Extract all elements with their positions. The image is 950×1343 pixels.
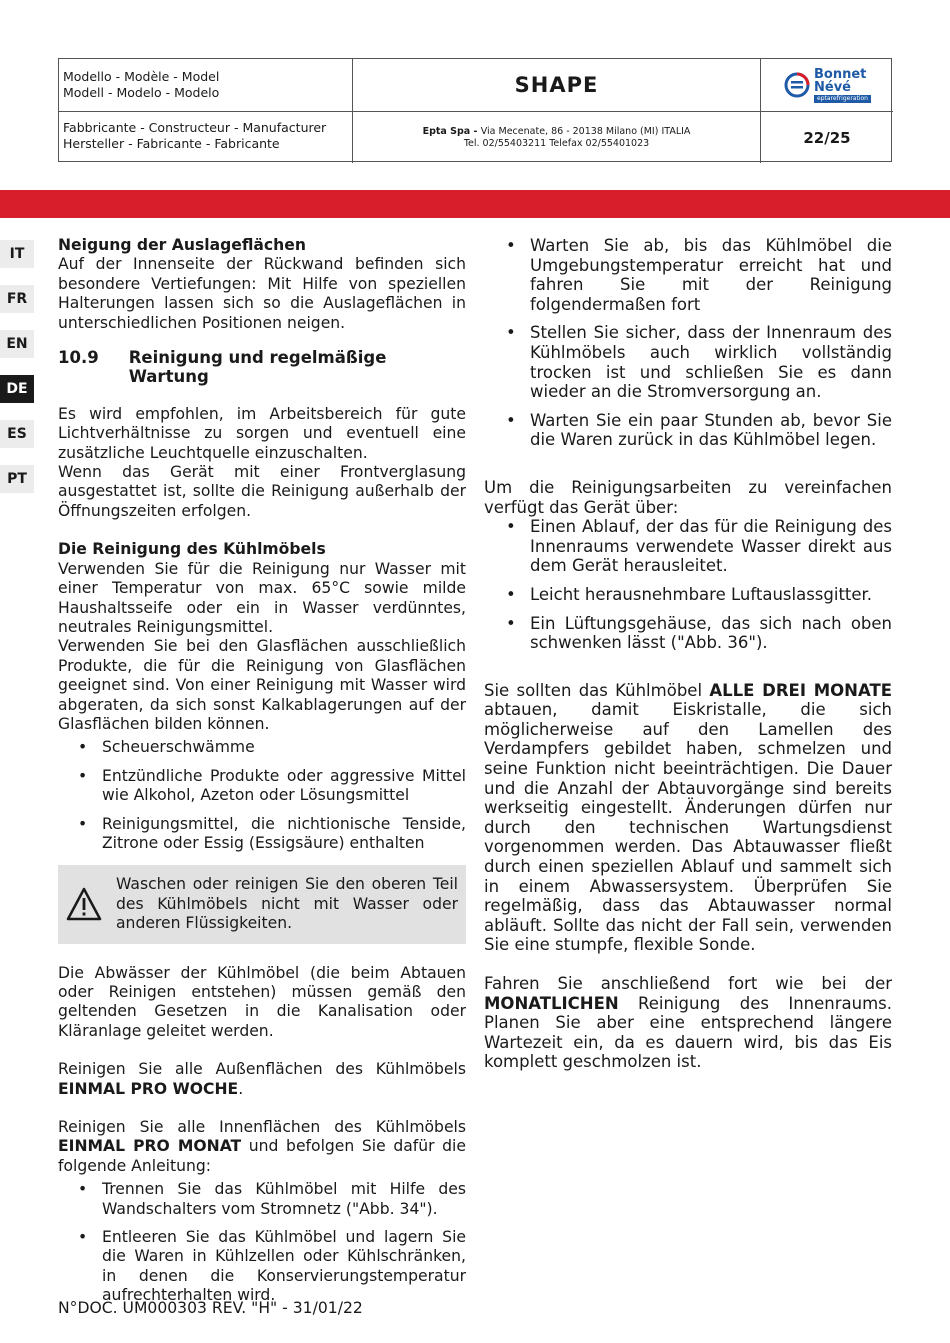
logo-mark-icon bbox=[783, 71, 811, 99]
list-item: • Warten Sie ein paar Stunden ab, bevor Sie die Waren zurück in das Kühlmöbel legen. bbox=[506, 411, 892, 450]
lang-tab-de[interactable]: DE bbox=[0, 375, 34, 403]
section-heading bbox=[58, 348, 466, 387]
warning-triangle-icon bbox=[66, 887, 102, 921]
section-number: 10.9 bbox=[58, 348, 99, 368]
brand-logo bbox=[761, 59, 893, 112]
warning-box bbox=[58, 865, 466, 943]
features-intro: Um die Reinigungsarbeiten zu vereinfachen verfügt das Gerät über: bbox=[484, 477, 892, 517]
lang-tab-en[interactable]: EN bbox=[0, 330, 34, 358]
left-column bbox=[58, 236, 466, 1315]
manufacturer-label-line2: Hersteller - Fabricante - Fabricante bbox=[63, 136, 280, 151]
page-number: 22/25 bbox=[803, 128, 851, 147]
manufacturer-label bbox=[59, 112, 353, 163]
avoid-list bbox=[78, 738, 466, 853]
header-table bbox=[58, 58, 892, 162]
steps-continued-list bbox=[506, 236, 892, 450]
logo-line1: Bonnet bbox=[814, 66, 867, 82]
list-item: • Scheuerschwämme bbox=[78, 738, 466, 757]
cleaning-paragraph-1: Verwenden Sie für die Reinigung nur Wasser mit einer Temperatur von max. 65°C sowie milde Haushaltsseife oder ein in Wasser verdünntes, neutrales Reinigungsmittel. bbox=[58, 559, 466, 636]
document-reference: N°DOC. UM000303 REV. "H" - 31/01/22 bbox=[58, 1299, 363, 1317]
wastewater-text: Die Abwässer der Kühlmöbel (die beim Abtauen oder Reinigen entstehen) müssen gemäß den geltenden Gesetzen in die Kanalisation oder Kläranlage geleitet werden. bbox=[58, 963, 466, 1040]
lang-tab-fr[interactable]: FR bbox=[0, 285, 34, 313]
lang-tab-it[interactable]: IT bbox=[0, 240, 34, 268]
final-text: Fahren Sie anschließend fort wie bei der MONATLICHEN Reinigung des Innenraums. Planen Sie aber eine entsprechend längere Wartezeit ein, da es dauern wird, bis das Eis komplett geschmolzen ist. bbox=[484, 974, 892, 1072]
intro-paragraph-2: Wenn das Gerät mit einer Frontverglasung ausgestattet ist, sollte die Reinigung außerhalb der Öffnungszeiten erfolgen. bbox=[58, 463, 466, 520]
section-title: Reinigung und regelmäßige Wartung bbox=[128, 348, 387, 387]
logo-tagline: eptarefrigeration bbox=[814, 95, 871, 103]
right-column bbox=[484, 236, 892, 1072]
model-name: SHAPE bbox=[353, 59, 761, 112]
address-company: Epta Spa - bbox=[422, 125, 481, 137]
tilt-heading: Neigung der Auslageflächen bbox=[58, 236, 306, 254]
accent-bar bbox=[0, 190, 950, 218]
defrost-text: Sie sollten das Kühlmöbel ALLE DREI MONATE abtauen, damit Eiskristalle, die sich möglicherweise auf den Lamellen des Verdampfers gebildet haben, schmelzen und seine Funktion nicht beeinträchtigen. Die Dauer und die Anzahl der Abtauvorgänge sind bereits werkseitig eingestellt. Änderungen dürfen nur durch den technischen Wartungsdienst vorgenommen werden. Das Abtauwasser fließt durch einen speziellen Ablauf und sammelt sich in einem Abwassersystem. Überprüfen Sie regelmäßig, dass das Abtauwasser normal abläuft. Sollte das nicht der Fall sein, verwenden Sie eine stumpfe, flexible Sonde. bbox=[484, 680, 893, 955]
monthly-cleaning-text: Reinigen Sie alle Innenflächen des Kühlmöbels EINMAL PRO MONAT und befolgen Sie dafür die folgende Anleitung: bbox=[58, 1118, 466, 1175]
list-item: • Einen Ablauf, der das für die Reinigung des Innenraums verwendete Wasser direkt aus dem Gerät herausleitet. bbox=[506, 517, 892, 576]
monthly-steps-list bbox=[78, 1180, 466, 1305]
language-tabs bbox=[0, 240, 34, 510]
logo-line2: Névé bbox=[814, 79, 852, 95]
lang-tab-es[interactable]: ES bbox=[0, 420, 34, 448]
list-item: • Reinigungsmittel, die nichtionische Tenside, Zitrone oder Essig (Essigsäure) enthalten bbox=[78, 815, 466, 854]
weekly-cleaning-text: Reinigen Sie alle Außenflächen des Kühlmöbels EINMAL PRO WOCHE. bbox=[58, 1060, 466, 1098]
model-label-line2: Modell - Modelo - Modelo bbox=[63, 85, 220, 100]
address-street: Via Mecenate, 86 - 20138 Milano (MI) ITALIA bbox=[480, 125, 691, 137]
cleaning-paragraph-2: Verwenden Sie bei den Glasflächen ausschließlich Produkte, die für die Reinigung von Glasflächen geeignet sind. Von einer Reinigung mit Wasser wird abgeraten, da sich sonst Kalkablagerungen auf der Glasflächen bilden können. bbox=[58, 637, 466, 733]
tilt-text: Auf der Innenseite der Rückwand befinden sich besondere Vertiefungen: Mit Hilfe von speziellen Halterungen lassen sich so die Auslageflächen in unterschiedlichen Positionen neigen. bbox=[58, 255, 466, 332]
address-phone: Tel. 02/55403211 Telefax 02/55401023 bbox=[463, 137, 650, 149]
list-item: • Entzündliche Produkte oder aggressive Mittel wie Alkohol, Azeton oder Lösungsmittel bbox=[78, 767, 466, 806]
list-item: • Stellen Sie sicher, dass der Innenraum des Kühlmöbels auch wirklich vollständig trocken ist und schließen Sie es dann wieder an die Stromversorgung an. bbox=[506, 323, 892, 401]
manufacturer-label-line1: Fabbricante - Constructeur - Manufacturer bbox=[63, 120, 327, 135]
list-item: • Leicht herausnehmbare Luftauslassgitter. bbox=[506, 585, 892, 605]
features-list bbox=[506, 517, 892, 653]
list-item: • Trennen Sie das Kühlmöbel mit Hilfe des Wandschalters vom Stromnetz ("Abb. 34"). bbox=[78, 1180, 466, 1219]
intro-paragraph-1: Es wird empfohlen, im Arbeitsbereich für gute Lichtverhältnisse zu sorgen und eventuell eine zusätzliche Leuchtquelle einzuschalten. bbox=[58, 404, 466, 462]
lang-tab-pt[interactable]: PT bbox=[0, 465, 34, 493]
list-item: • Entleeren Sie das Kühlmöbel und lagern Sie die Waren in Kühlzellen oder Kühlschränken, in denen die Konservierungstemperatur aufrechterhalten wird. bbox=[78, 1228, 466, 1306]
list-item: • Ein Lüftungsgehäuse, das sich nach oben schwenken lässt ("Abb. 36"). bbox=[506, 614, 892, 653]
model-label-line1: Modello - Modèle - Model bbox=[63, 69, 220, 84]
manufacturer-address bbox=[353, 112, 761, 163]
cleaning-heading: Die Reinigung des Kühlmöbels bbox=[58, 540, 326, 559]
list-item: • Warten Sie ab, bis das Kühlmöbel die Umgebungstemperatur erreicht hat und fahren Sie mit der Reinigung folgendermaßen fort bbox=[506, 236, 892, 314]
model-label bbox=[59, 59, 353, 112]
warning-text: Waschen oder reinigen Sie den oberen Teil des Kühlmöbels nicht mit Wasser oder anderen Flüssigkeiten. bbox=[116, 875, 458, 933]
